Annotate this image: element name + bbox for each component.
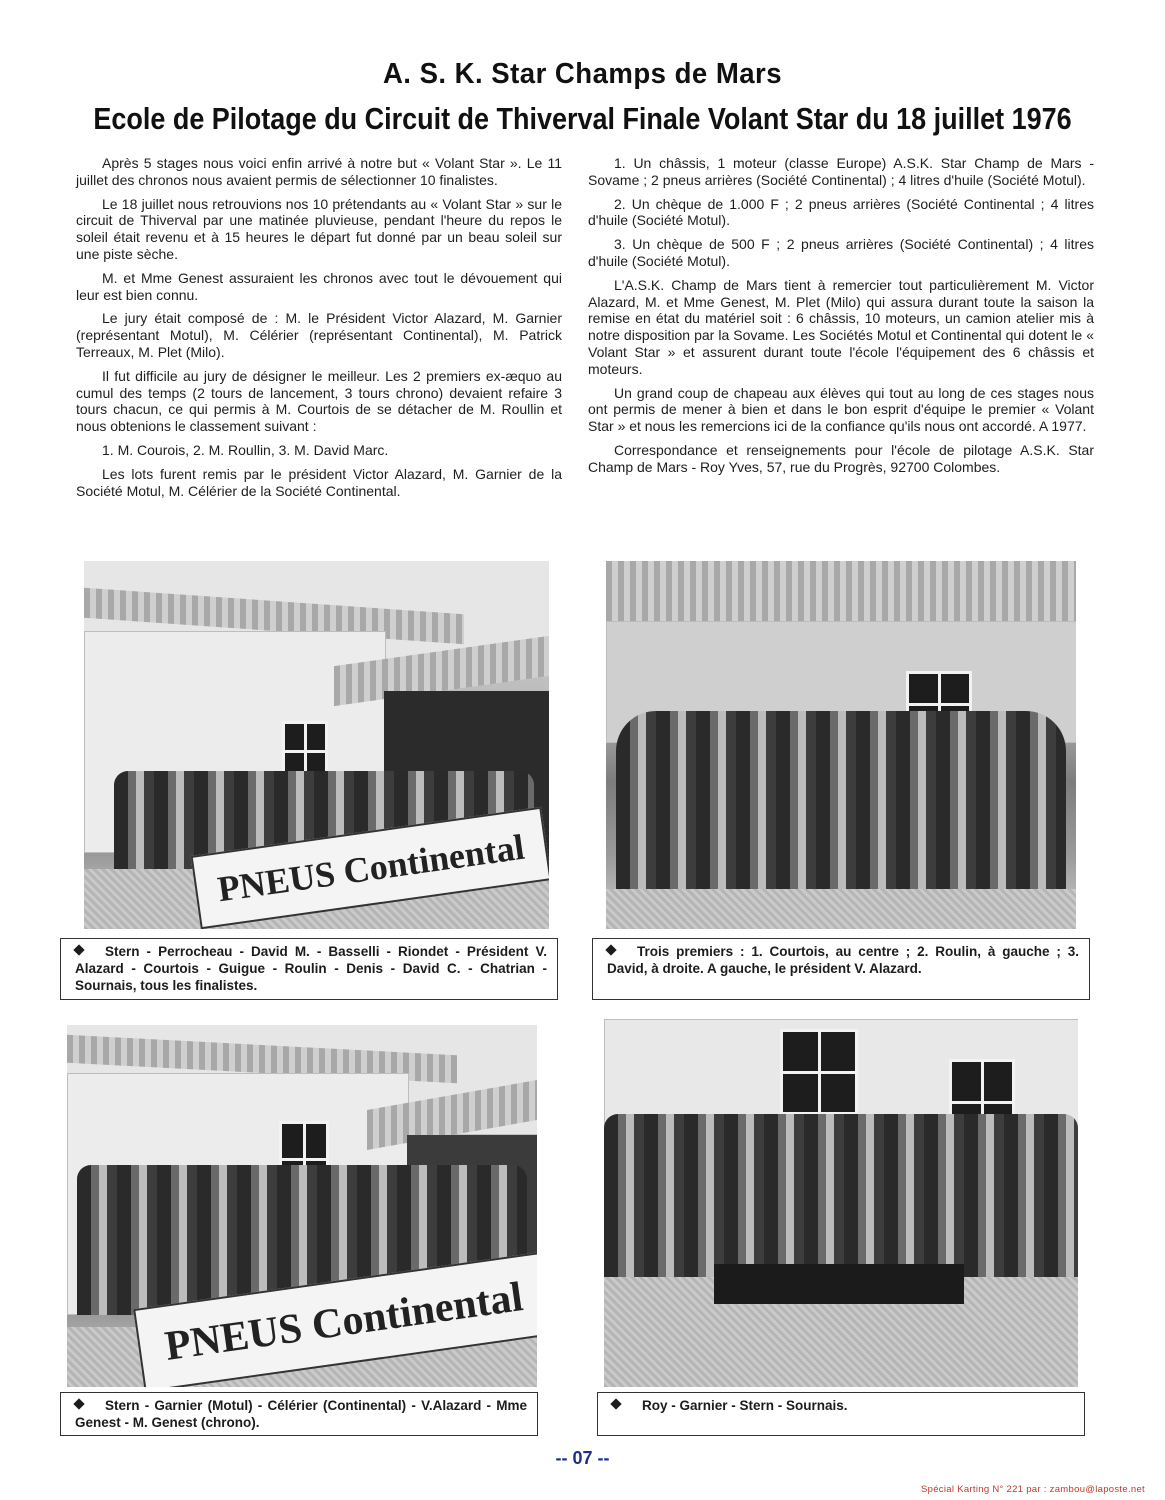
bullet-icon — [73, 1399, 84, 1410]
page-title-line1: A. S. K. Star Champs de Mars — [382, 58, 783, 90]
photo-officials — [67, 1025, 537, 1387]
bullet-icon — [73, 945, 84, 956]
paragraph: M. et Mme Genest assuraient les chronos avec tout le dévouement qui leur est bien connu. — [76, 269, 562, 303]
caption-text: Trois premiers : 1. Courtois, au centre ; 2. Roulin, à gauche ; 3. David, à droite. A gauche, le président V. Alazard. — [607, 944, 1079, 976]
photo-top-three — [606, 561, 1076, 929]
photo-caption — [60, 938, 558, 1000]
paragraph: Un grand coup de chapeau aux élèves qui tout au long de ces stages nous ont permis de mener à bien et dans le bon esprit d'équipe le premier « Volant Star » et nous les remercions ici de la confiance qu'ils nous ont accordé. A 1977. — [588, 384, 1094, 435]
page-number: -- 07 -- — [555, 1448, 610, 1468]
paragraph: Après 5 stages nous voici enfin arrivé à notre but « Volant Star ». Le 11 juillet des chronos nous avaient permis de sélectionner 10 finalistes. — [76, 155, 562, 188]
banner-text: PNEUS Continental — [215, 826, 527, 910]
caption-text: Roy - Garnier - Stern - Sournais. — [642, 1398, 848, 1413]
photo-finalists-group — [84, 561, 549, 929]
credit-line: Spécial Karting N° 221 par : zambou@laposte.net — [921, 1484, 1145, 1495]
caption-text: Stern - Garnier (Motul) - Célérier (Continental) - V.Alazard - Mme Genest - M. Genest (chrono). — [75, 1398, 527, 1430]
paragraph: 3. Un chèque de 500 F ; 2 pneus arrières (Société Continental) ; 4 litres d'huile (Société Motul). — [588, 236, 1094, 269]
paragraph: 1. M. Courois, 2. M. Roullin, 3. M. David Marc. — [102, 441, 389, 458]
bullet-icon — [610, 1399, 621, 1410]
paragraph: 1. Un châssis, 1 moteur (classe Europe) A.S.K. Star Champ de Mars - Sovame ; 2 pneus arrières (Société Continental) ; 4 litres d'huile (Société Motul). — [588, 155, 1094, 188]
photo-caption — [597, 1392, 1085, 1436]
photo-kart-workshop — [604, 1019, 1078, 1387]
paragraph: Le jury était composé de : M. le Président Victor Alazard, M. Garnier (représentant Motul), M. Célérier (représentant Continental), M. Patrick Terreaux, M. Plet (Milo). — [76, 310, 562, 360]
paragraph: Correspondance et renseignements pour l'école de pilotage A.S.K. Star Champ de Mars - Roy Yves, 57, rue du Progrès, 92700 Colombes. — [588, 441, 1094, 475]
article-right-column — [588, 155, 1094, 483]
paragraph: Les lots furent remis par le président Victor Alazard, M. Garnier de la Société Motul, M. Célérier de la Société Continental. — [76, 465, 562, 499]
paragraph: Le 18 juillet nous retrouvions nos 10 prétendants au « Volant Star » sur le circuit de Thiverval par une matinée pluvieuse, pendant l'heure du repos le soleil était revenu et à 15 heures le départ fut donné par un beau soleil sur une piste sèche. — [76, 195, 562, 262]
article-left-column — [76, 155, 562, 506]
caption-text: Stern - Perrocheau - David M. - Basselli - Riondet - Président V. Alazard - Courtois - Guigue - Roulin - Denis - David C. - Chatrian - Sournais, tous les finalistes. — [75, 944, 547, 993]
banner-text: PNEUS Continental — [162, 1274, 526, 1370]
paragraph: Il fut difficile au jury de désigner le meilleur. Les 2 premiers ex-æquo au cumul des temps (2 tours de lancement, 3 tours chrono) devaient refaire 3 tours chacun, ce qui permis à M. Courtois de se détacher de M. Roullin et nous obtenions le classement suivant : — [76, 367, 562, 435]
paragraph: L'A.S.K. Champ de Mars tient à remercier tout particulièrement M. Victor Alazard, M. et Mme Genest, M. Plet (Milo) qui assura durant toute la saison la remise en état du matériel soit : 6 châssis, 10 moteurs, un camion atelier mis à notre disposition par la Sovame. Les Sociétés Motul et Continental qui dotent le « Volant Star » et assurent durant toute l'école l'équipement des 6 châssis et moteurs. — [588, 276, 1094, 377]
bullet-icon — [605, 945, 616, 956]
page-title-line2: Ecole de Pilotage du Circuit de Thiverval Finale Volant Star du 18 juillet 1976 — [93, 101, 1072, 136]
photo-caption — [60, 1392, 538, 1436]
paragraph: 2. Un chèque de 1.000 F ; 2 pneus arrières (Société Continental ; 4 litres d'huile (Société Motul). — [588, 195, 1094, 229]
photo-caption — [592, 938, 1090, 1000]
